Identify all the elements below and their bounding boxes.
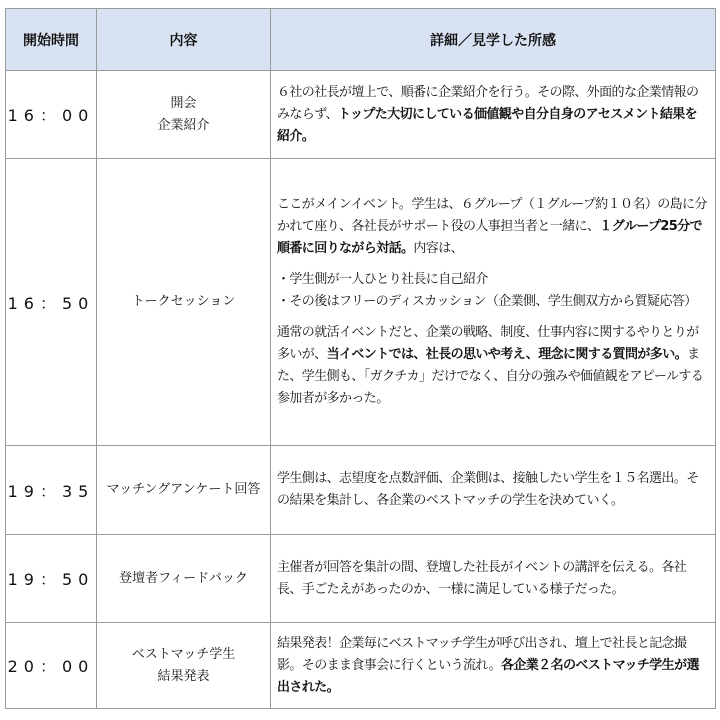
detail-paragraph xyxy=(277,557,709,601)
detail-cell xyxy=(271,535,716,623)
detail-text: 通常の就活イベントだと、企業の戦略、制度、仕事内容に関するやりとりが多いが、 xyxy=(277,325,699,362)
detail-text: 主催者が回答を集計の間、登壇した社長がイベントの講評を伝える。各社長、手ごたえがあったのか、一様に満足している様子だった。 xyxy=(277,559,687,597)
detail-emphasis: トップた大切にしている価値観や自分自身のアセスメント結果を紹介。 xyxy=(277,106,698,144)
content-line: トークセッション xyxy=(131,294,236,309)
content-line: 結果発表 xyxy=(157,668,210,684)
start-time-cell: 19：50 xyxy=(6,535,97,623)
table-row xyxy=(6,446,716,535)
detail-text: ・学生側が一人ひとり社長に自己紹介 xyxy=(277,272,488,287)
detail-emphasis: １グループ25分で順番に回りながら対話。 xyxy=(277,219,703,256)
table-row xyxy=(6,623,716,709)
content-line: 開会 xyxy=(170,95,197,111)
content-line: ベストマッチ学生 xyxy=(131,646,236,662)
header-time: 開始時間 xyxy=(6,9,97,71)
table-row xyxy=(6,71,716,159)
content-line: 企業紹介 xyxy=(157,117,210,133)
start-time-cell: 20：00 xyxy=(6,623,97,709)
detail-text: 結果発表！企業毎にベストマッチ学生が呼び出され、壇上で社長と記念撮影。そのまま食事会に行くという流れ。 xyxy=(277,635,687,673)
detail-emphasis: 各企業２名のベストマッチ学生が選出された。 xyxy=(277,657,699,695)
detail-paragraph xyxy=(277,194,709,260)
detail-text: ここがメインイベント。学生は、６グループ（１グループ約１０名）の島に分かれて座り、各社長がサポート役の人事担当者と一緒に、 xyxy=(277,197,707,234)
content-cell xyxy=(97,535,271,623)
detail-text: 内容は、 xyxy=(413,241,464,256)
detail-text: ６社の社長が壇上で、順番に企業紹介を行う。その際、外面的な企業情報のみならず、 xyxy=(277,84,699,122)
detail-paragraph xyxy=(277,269,709,291)
detail-paragraph xyxy=(277,322,709,410)
header-row xyxy=(6,9,716,71)
content-line: 登壇者フィードバック xyxy=(119,570,248,586)
detail-paragraph xyxy=(277,291,709,313)
detail-text: 学生側は、志望度を点数評価、企業側は、接触したい学生を１５名選出。その結果を集計し、各企業のベストマッチの学生を決めていく。 xyxy=(277,471,699,508)
detail-text: ・その後はフリーのディスカッション（企業側、学生側双方から質疑応答） xyxy=(277,294,697,309)
start-time-cell: 16：50 xyxy=(6,159,97,446)
table-row xyxy=(6,159,716,446)
content-cell xyxy=(97,446,271,535)
detail-cell xyxy=(271,71,716,159)
content-line: マッチングアンケート回答 xyxy=(106,482,261,497)
content-cell xyxy=(97,623,271,709)
detail-paragraph xyxy=(277,82,709,148)
header-content: 内容 xyxy=(97,9,271,71)
detail-text: また、学生側も、「ガクチカ」だけでなく、自分の強みや価値観をアピールする参加者が多かった。 xyxy=(277,347,704,406)
start-time-cell: 16：00 xyxy=(6,71,97,159)
header-detail: 詳細／見学した所感 xyxy=(271,9,716,71)
detail-cell xyxy=(271,446,716,535)
content-cell xyxy=(97,71,271,159)
detail-cell xyxy=(271,623,716,709)
schedule-table xyxy=(5,8,716,709)
detail-emphasis: 当イベントでは、社長の思いや考え、理念に関する質問が多い。 xyxy=(326,347,687,362)
start-time-cell: 19：35 xyxy=(6,446,97,535)
detail-paragraph xyxy=(277,468,709,512)
table-row xyxy=(6,535,716,623)
detail-cell xyxy=(271,159,716,446)
content-cell xyxy=(97,159,271,446)
detail-paragraph xyxy=(277,633,709,699)
